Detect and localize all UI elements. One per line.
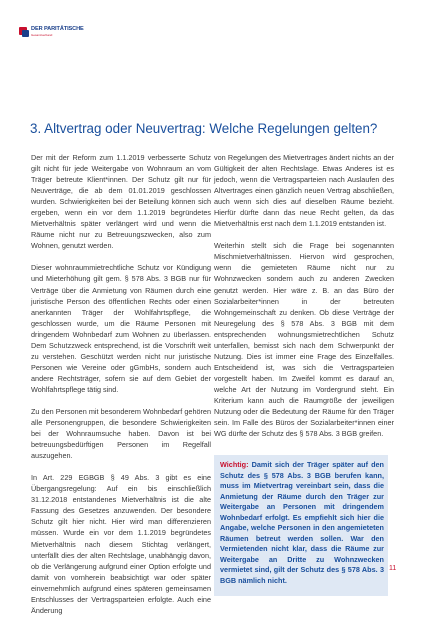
right-paragraph-1: von Regelungen des Mietvertrages ändert nichts an der Gültigkeit der alten Rechtslage. Etwas Anderes ist es jedoch, wenn die Vertragsparteien nach Auslaufen des Altvertrages einen gänzlich neuen Vertrag abschließen, auch wenn sich dies auf dieselben Räume bezieht. Hierfür dürfte dann das neue Recht gelten, da das Mietverhältnis erst nach dem 1.1.2019 entstanden ist. (214, 153, 394, 229)
left-column (31, 152, 211, 627)
left-paragraph-4: In Art. 229 EGBGB § 49 Abs. 3 gibt es eine Übergangsregelung: Auf ein bis einschließlich 31.12.2018 entstandenes Mietverhältnis ist die alte Fassung des Gesetzes anzuwenden. Der besondere Schutz gilt hier nicht. Hier wird man differenzieren müssen. Wurde ein vor dem 1.1.2019 begründetes Mietverhältnis nach diesem Stichtag verlängert, unterfällt dies der alten Rechtslage, unabhängig davon, ob die Verlängerung aufgrund einer Option erfolgte und damit von vornherein beabsichtigt war oder später einvernehmlich aufgrund eines späteren gemeinsamen Entschlusses der Vertragsparteien erfolgte. Auch eine Änderung (31, 473, 211, 615)
right-paragraph-2: Weiterhin stellt sich die Frage bei sogenannten Mischmietverhältnissen. Hiervon wird gesprochen, wenn die gemieteten Räume nicht nur zu Wohnzwecken sondern auch zu anderen Zwecken genutzt werden. Hier wäre z. B. an das Büro der Sozialarbeiter*innen in der betreuten Wohngemeinschaft zu denken. Ob diese Verträge der Neuregelung des § 578 Abs. 3 BGB mit dem entsprechenden wohnungsmietrechtlichen Schutz unterfallen, bemisst sich nach dem Schwerpunkt der Nutzung. Dies ist immer eine Frage des Einzelfalles. Entscheidend ist, was sich die Vertragsparteien vorgestellt haben. Im Zweifel kommt es darauf an, welche Art der Nutzung im Vordergrund steht. Ein Kriterium kann auch die Raumgröße der jeweiligen Nutzung oder die Bedeutung der Räume für den Träger sein. Im Falle des Büros der Sozialarbeiter*innen einer WG dürfte der Schutz des § 578 Abs. 3 BGB greifen. (214, 241, 394, 439)
callout-lead: Wichtig: (220, 460, 249, 469)
important-callout-box (214, 455, 388, 596)
right-column (214, 152, 394, 450)
callout-text: Damit sich der Träger später auf den Schutz des § 578 Abs. 3 BGB berufen kann, muss im Mietvertrag vereinbart sein, dass die Anmietung der Räume durch den Träger zur Weitergabe an Personen mit dringendem Wohnbedarf erfolgt. Es empfiehlt sich hier die Angabe, welche Personen in den angemieteten Räumen betreut werden sollen. War den Vermietenden nicht klar, dass die Räume zur Weitergabe an Dritte zu Wohnzwecken vermietet sind, gilt der Schutz des § 578 Abs. 3 BGB nämlich nicht. (220, 460, 384, 585)
logo-subtitle: Gesamtverband (31, 33, 53, 37)
left-paragraph-3: Zu den Personen mit besonderem Wohnbedarf gehören alle Personengruppen, die besondere Schwierigkeiten bei der Wohnraumsuche haben. Davon ist bei betreuungsbedürftigen Personen im Regelfall auszugehen. (31, 406, 211, 461)
page-number: 11 (389, 565, 397, 572)
logo-name: DER PARITÄTISCHE (31, 26, 84, 32)
left-paragraph-1: Der mit der Reform zum 1.1.2019 verbesserte Schutz gilt nicht für jede Weitergabe von Wohnraum an vom Träger betreute Klient*innen. Der Schutz gilt nur für Neuverträge, die ab dem 01.01.2019 geschlossen wurden. Schwierigkeiten bei der Beteilung können sich ergeben, wenn ein vor dem 1.1.2019 begründetes Mietverhältnis später verlängert wird und wenn die Räume nicht nur zu Betreuungszwecken, also zum Wohnen, genutzt werden. (31, 153, 211, 251)
logo-mark-blue (22, 30, 29, 37)
left-paragraph-2: Dieser wohnraummietrechtliche Schutz vor Kündigung und Mieterhöhung gilt gem. § 578 Abs. 3 BGB nur für Verträge über die Anmietung von Räumen durch eine juristische Person des öffentlichen Rechts oder einen anerkannten Träger der Wohlfahrtspflege, die geschlossen wurde, um die Räume Personen mit dringendem Wohnbedarf zum Wohnen zu überlassen. Dem Schutzzweck entsprechend, ist die Vorschrift weit zu verstehen. Geschützt werden nicht nur juristische Personen wie Vereine oder gGmbHs, sondern auch andere Rechtsträger, sofern sie auf dem Gebiet der Wohlfahrtspflege tätig sind. (31, 263, 211, 394)
paritaetische-logo (19, 27, 85, 39)
section-heading: 3. Altvertrag oder Neuvertrag: Welche Regelungen gelten? (30, 121, 378, 136)
